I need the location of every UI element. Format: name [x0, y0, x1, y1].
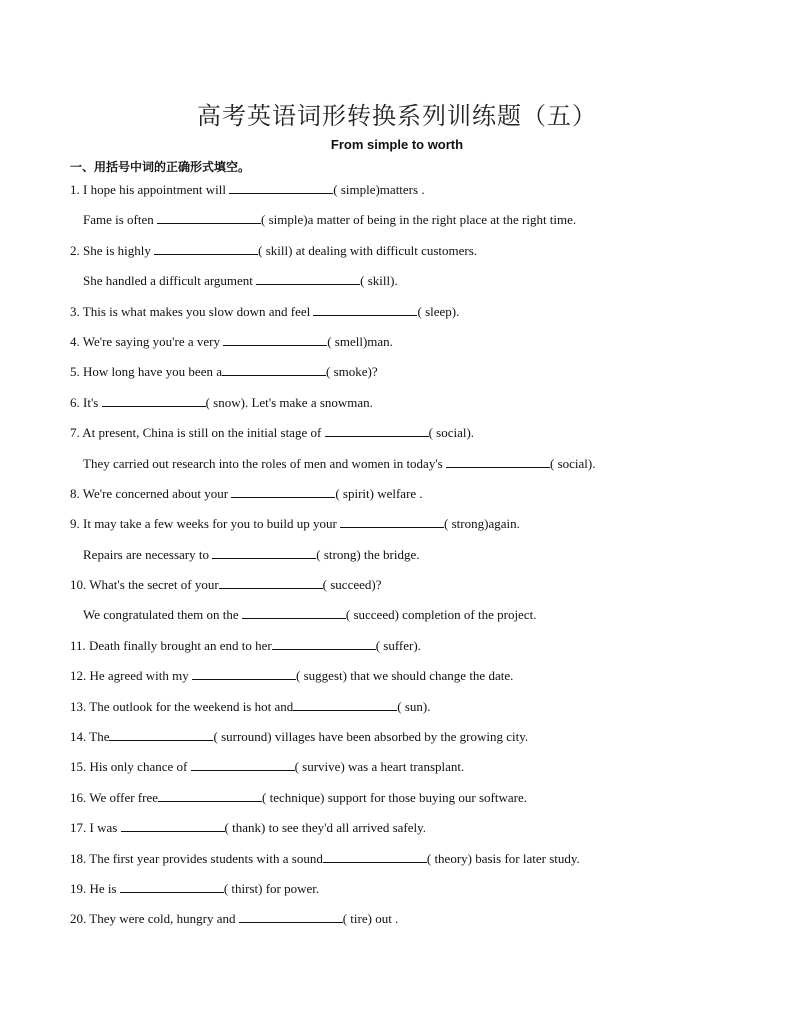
exercise-text-after: ( sleep). [417, 303, 460, 319]
exercise-text-after: ( suffer). [375, 637, 421, 653]
exercise-line [70, 302, 770, 332]
answer-blank[interactable] [222, 362, 326, 376]
exercise-text-after: ( social). [428, 425, 475, 441]
document-subtitle: From simple to worth [330, 137, 464, 152]
exercise-text-after: ( skill) at dealing with difficult customers. [258, 242, 478, 258]
exercise-text-after: ( skill). [360, 273, 398, 289]
exercise-line [70, 909, 770, 939]
exercise-text-before: 6. It's [70, 394, 102, 410]
exercise-text-after: ( surround) villages have been absorbed by the growing city. [213, 729, 529, 745]
exercise-text-before: They carried out research into the roles of men and women in today's [83, 455, 446, 471]
exercise-line [70, 180, 770, 210]
exercise-text-before: 3. This is what makes you slow down and feel [70, 303, 314, 319]
exercise-line [70, 332, 770, 362]
exercise-line [70, 605, 770, 635]
exercise-text-after: ( snow). Let's make a snowman. [205, 394, 373, 410]
answer-blank[interactable] [157, 210, 261, 224]
exercise-text-after: ( strong)again. [444, 516, 520, 532]
answer-blank[interactable] [239, 909, 343, 923]
answer-blank[interactable] [256, 271, 360, 285]
exercise-text-after: ( spirit) welfare . [335, 485, 423, 501]
answer-blank[interactable] [120, 879, 224, 893]
exercise-line [70, 393, 770, 423]
exercise-text-before: 11. Death finally brought an end to her [70, 637, 272, 653]
exercise-text-before: 18. The first year provides students with a sound [70, 850, 323, 866]
exercise-text-before: She handled a difficult argument [83, 273, 257, 289]
exercise-text-after: ( simple)a matter of being in the right place at the right time. [261, 212, 577, 228]
exercise-line [70, 849, 770, 879]
exercise-line [70, 879, 770, 909]
exercise-text-before: 15. His only chance of [70, 759, 191, 775]
exercise-text-after: ( suggest) that we should change the date. [296, 668, 514, 684]
exercise-text-before: 17. I was [70, 820, 121, 836]
exercise-line [70, 210, 770, 240]
exercise-line [70, 423, 770, 453]
exercise-text-before: Fame is often [83, 212, 158, 228]
exercise-text-before: 16. We offer free [70, 789, 158, 805]
exercise-text-before: 14. The [70, 729, 110, 745]
exercise-text-before: 8. We're concerned about your [70, 485, 232, 501]
answer-blank[interactable] [272, 636, 376, 650]
exercise-line [70, 727, 770, 757]
exercise-text-before: 10. What's the secret of your [70, 577, 219, 593]
answer-blank[interactable] [102, 393, 206, 407]
answer-blank[interactable] [229, 180, 333, 194]
answer-blank[interactable] [212, 545, 316, 559]
exercise-text-before: 13. The outlook for the weekend is hot and [70, 698, 294, 714]
exercise-text-after: ( sun). [397, 698, 431, 714]
exercise-text-after: ( thirst) for power. [223, 880, 320, 896]
answer-blank[interactable] [191, 757, 295, 771]
exercise-line [70, 271, 770, 301]
section-heading: 一、用括号中词的正确形式填空。 [70, 160, 251, 174]
answer-blank[interactable] [121, 818, 225, 832]
exercise-text-after: ( smell)man. [327, 333, 393, 349]
answer-blank[interactable] [242, 605, 346, 619]
exercise-line [70, 484, 770, 514]
exercise-text-before: 4. We're saying you're a very [70, 333, 224, 349]
exercise-text-after: ( smoke)? [326, 364, 378, 380]
exercise-text-after: ( social). [549, 455, 596, 471]
exercise-text-after: ( survive) was a heart transplant. [294, 759, 465, 775]
answer-blank[interactable] [446, 454, 550, 468]
exercise-text-after: ( technique) support for those buying our software. [262, 789, 527, 805]
exercise-text-before: 19. He is [70, 880, 120, 896]
exercise-text-after: ( strong) the bridge. [316, 546, 420, 562]
answer-blank[interactable] [231, 484, 335, 498]
exercise-line [70, 545, 770, 575]
exercise-text-before: 1. I hope his appointment will [70, 182, 230, 197]
answer-blank[interactable] [192, 666, 296, 680]
answer-blank[interactable] [313, 302, 417, 316]
exercise-line [70, 788, 770, 818]
exercise-list [70, 180, 770, 940]
exercise-text-after: ( succeed)? [322, 577, 382, 593]
exercise-text-before: 20. They were cold, hungry and [70, 911, 239, 927]
answer-blank[interactable] [325, 423, 429, 437]
answer-blank[interactable] [109, 727, 213, 741]
exercise-line [70, 241, 770, 271]
exercise-text-before: 12. He agreed with my [70, 668, 193, 684]
exercise-line [70, 666, 770, 696]
answer-blank[interactable] [158, 788, 262, 802]
exercise-text-after: ( succeed) completion of the project. [345, 607, 537, 623]
answer-blank[interactable] [223, 332, 327, 346]
exercise-line [70, 362, 770, 392]
exercise-text-before: 9. It may take a few weeks for you to build up your [70, 516, 341, 532]
answer-blank[interactable] [323, 849, 427, 863]
exercise-line [70, 757, 770, 787]
exercise-text-after: ( theory) basis for later study. [426, 850, 580, 866]
answer-blank[interactable] [293, 697, 397, 711]
exercise-text-after: ( thank) to see they'd all arrived safely. [224, 820, 427, 836]
exercise-line [70, 818, 770, 848]
exercise-text-before: 7. At present, China is still on the initial stage of [70, 425, 325, 441]
exercise-line [70, 454, 770, 484]
answer-blank[interactable] [340, 514, 444, 528]
exercise-text-before: 2. She is highly [70, 242, 155, 258]
exercise-text-before: We congratulated them on the [83, 607, 242, 623]
exercise-line [70, 697, 770, 727]
exercise-text-after: ( simple)matters . [333, 182, 425, 197]
exercise-text-before: Repairs are necessary to [83, 546, 213, 562]
exercise-text-before: 5. How long have you been a [70, 364, 222, 380]
exercise-text-after: ( tire) out . [342, 911, 399, 927]
exercise-line [70, 514, 770, 544]
document-title: 高考英语词形转换系列训练题（五） [197, 102, 597, 130]
exercise-line [70, 575, 770, 605]
answer-blank[interactable] [154, 241, 258, 255]
answer-blank[interactable] [219, 575, 323, 589]
exercise-line [70, 636, 770, 666]
